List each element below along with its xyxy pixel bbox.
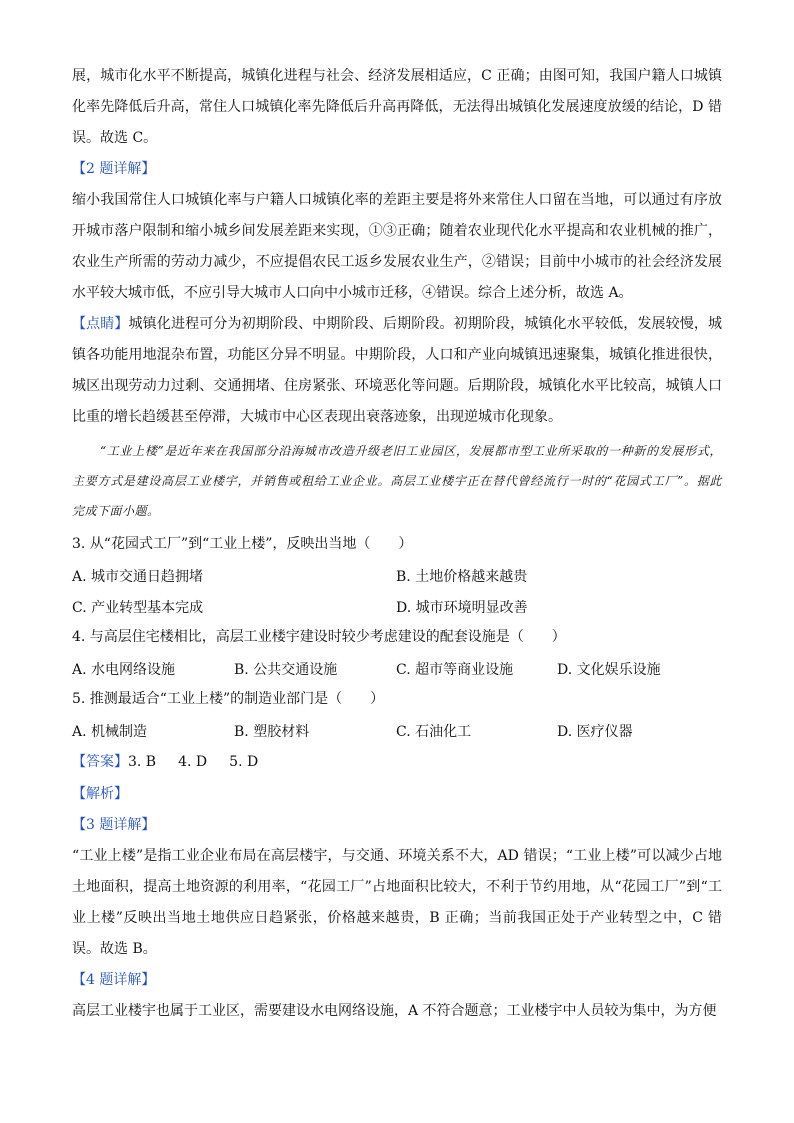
q3-detail-body: “工业上楼”是指工业企业布局在高层楼宇，与交通、环境关系不大，AD 错误；“工业上楼”可以减少占地土地面积，提高土地资源的利用率，“花园工厂”占地面积比较大，不利于节约用地，从“花园工厂”到“工业上楼”反映出当地土地供应日趋紧张，价格越来越贵，B 正确；当前我国正处于产业转型之中，C 错误。故选 B。 bbox=[72, 848, 722, 957]
q4-detail-header: 【4 题详解】 bbox=[72, 972, 156, 988]
q2-detail-body: 缩小我国常住人口城镇化率与户籍人口城镇化率的差距主要是将外来常住人口留在当地，可以通过有序放开城市落户限制和缩小城乡间发展差距来实现，①③正确；随着农业现代化水平提高和农业机械的推广，农业生产所需的劳动力减少，不应提倡农民工返乡发展农业生产，②错误；目前中小城市的社会经济发展水平较大城市低，不应引导大城市人口向中小城市迁移，④错误。综合上述分析，故选 A。 bbox=[72, 192, 722, 301]
dianjing-body: 城镇化进程可分为初期阶段、中期阶段、后期阶段。初期阶段，城镇化水平较低，发展较慢，城镇各功能用地混杂布置，功能区分异不明显。中期阶段，人口和产业向城镇迅速聚集，城镇化推进很快，城区出现劳动力过剩、交通拥堵、住房紧张、环境恶化等问题。后期阶段，城镇化水平比较高，城镇人口比重的增长趋缓甚至停滞，大城市中心区表现出衰落迹象，出现逆城市化现象。 bbox=[72, 316, 723, 425]
q4-stem: 4. 与高层住宅楼相比，高层工业楼宇建设时较少考虑建设的配套设施是（ ） bbox=[72, 629, 566, 645]
analysis-header: 【解析】 bbox=[72, 786, 128, 802]
dianjing-label: 【点睛】 bbox=[72, 316, 129, 332]
answer-4: 4. D bbox=[178, 754, 208, 770]
q3-option-b: B. 土地价格越来越贵 bbox=[396, 569, 528, 585]
q5-option-a: A. 机械制造 bbox=[72, 724, 148, 740]
q3-option-a: A. 城市交通日趋拥堵 bbox=[72, 569, 204, 585]
q2-detail-header: 【2 题详解】 bbox=[72, 161, 156, 177]
answer-3: 3. B bbox=[128, 754, 157, 770]
q4-option-a: A. 水电网络设施 bbox=[72, 662, 176, 678]
continuation-paragraph: 展，城市化水平不断提高，城镇化进程与社会、经济发展相适应，C 正确；由图可知，我国户籍人口城镇化率先降低后升高，常住人口城镇化率先降低后升高再降低，无法得出城镇化发展速度放缓的结论，D 错误。故选 C。 bbox=[72, 68, 722, 146]
q4-option-c: C. 超市等商业设施 bbox=[396, 662, 514, 678]
q3-stem: 3. 从“花园式工厂”到“工业上楼”，反映出当地（ ） bbox=[72, 536, 413, 552]
q5-stem: 5. 推测最适合“工业上楼”的制造业部门是（ ） bbox=[72, 691, 385, 707]
q4-detail-body: 高层工业楼宇也属于工业区，需要建设水电网络设施，A 不符合题意；工业楼宇中人员较为集中，为方便 bbox=[72, 1003, 717, 1019]
q4-option-b: B. 公共交通设施 bbox=[234, 662, 338, 678]
q3-detail-header: 【3 题详解】 bbox=[72, 817, 156, 833]
q5-option-c: C. 石油化工 bbox=[396, 724, 472, 740]
q3-option-c: C. 产业转型基本完成 bbox=[72, 600, 204, 616]
dianjing-paragraph bbox=[72, 309, 722, 433]
q3-option-d: D. 城市环境明显改善 bbox=[396, 600, 528, 616]
q5-option-b: B. 塑胶材料 bbox=[234, 724, 310, 740]
answer-label: 【答案】 bbox=[72, 754, 128, 770]
answer-line bbox=[72, 747, 722, 778]
question-intro: “工业上楼”是近年来在我国部分沿海城市改造升级老旧工业园区，发展都市型工业所采取的一种新的发展形式，主要方式是建设高层工业楼宇，并销售或租给工业企业。高层工业楼宇正在替代曾经流行一时的“花园式工厂”。据此完成下面小题。 bbox=[72, 444, 722, 518]
answer-5: 5. D bbox=[229, 754, 259, 770]
q4-option-d: D. 文化娱乐设施 bbox=[557, 662, 661, 678]
q5-option-d: D. 医疗仪器 bbox=[557, 724, 633, 740]
